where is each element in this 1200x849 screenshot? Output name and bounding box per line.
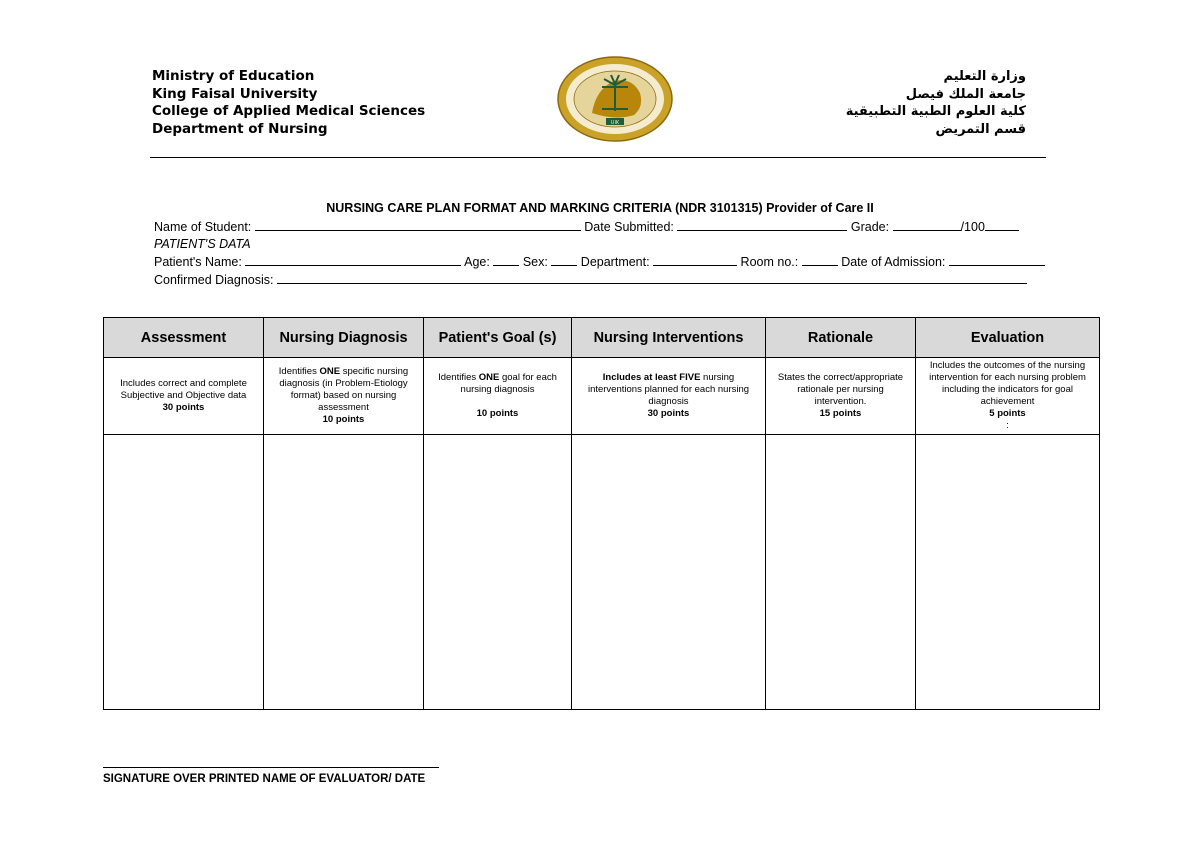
- table-header-row: [104, 318, 1100, 358]
- grade-total: /100: [960, 220, 985, 234]
- age-label: Age:: [464, 255, 490, 269]
- care-plan-table: [103, 317, 1100, 710]
- points-evaluation: 5 points: [989, 408, 1026, 419]
- criteria-row: [104, 358, 1100, 435]
- signature-label: SIGNATURE OVER PRINTED NAME OF EVALUATOR/ DATE: [103, 773, 426, 785]
- student-label: Name of Student:: [154, 220, 252, 234]
- entry-patients-goal[interactable]: [424, 435, 572, 710]
- diagnosis-row: [154, 273, 1027, 287]
- header-patients-goal: Patient's Goal (s): [424, 318, 572, 358]
- department-name: Department of Nursing: [152, 120, 328, 137]
- university-name: King Faisal University: [152, 85, 318, 102]
- points-assessment: 30 points: [162, 402, 205, 413]
- points-rationale: 15 points: [819, 408, 862, 419]
- university-name-arabic: جامعة الملك فيصل: [905, 86, 1026, 102]
- grade-label: Grade:: [850, 220, 890, 234]
- criteria-nursing-interventions: Includes at least FIVE nursing interventions planned for each nursing diagnosis 30 points: [572, 358, 766, 435]
- points-nursing-diagnosis: 10 points: [322, 414, 365, 425]
- room-field[interactable]: [802, 255, 838, 266]
- grade-extra-field[interactable]: [985, 220, 1019, 231]
- sex-field[interactable]: [551, 255, 577, 266]
- date-submitted-field[interactable]: [677, 220, 847, 231]
- criteria-nursing-diagnosis: Identifies ONE specific nursing diagnosis (in Problem-Etiology format) based on nursing assessment 10 points: [264, 358, 424, 435]
- patient-name-label: Patient's Name:: [154, 255, 242, 269]
- header-rationale: Rationale: [766, 318, 916, 358]
- points-patients-goal: 10 points: [476, 408, 519, 419]
- header-assessment: Assessment: [104, 318, 264, 358]
- header-nursing-diagnosis: Nursing Diagnosis: [264, 318, 424, 358]
- criteria-assessment: Includes correct and complete Subjective and Objective data 30 points: [104, 358, 264, 435]
- department-label: Department:: [580, 255, 650, 269]
- student-name-field[interactable]: [255, 220, 581, 231]
- patients-data-label: PATIENT'S DATA: [154, 237, 251, 251]
- ministry-name: Ministry of Education: [152, 68, 315, 84]
- college-name: College of Applied Medical Sciences: [152, 103, 426, 119]
- sex-label: Sex:: [522, 255, 548, 269]
- form-title: NURSING CARE PLAN FORMAT AND MARKING CRITERIA (NDR 3101315) Provider of Care II: [326, 201, 874, 215]
- age-field[interactable]: [493, 255, 519, 266]
- entry-assessment[interactable]: [104, 435, 264, 710]
- patient-row: [154, 255, 1045, 269]
- header-nursing-interventions: Nursing Interventions: [572, 318, 766, 358]
- entry-nursing-diagnosis[interactable]: [264, 435, 424, 710]
- header-divider: [150, 157, 1046, 158]
- university-logo: [556, 55, 674, 143]
- department-field[interactable]: [653, 255, 737, 266]
- entry-evaluation[interactable]: [916, 435, 1100, 710]
- criteria-patients-goal: Identifies ONE goal for each nursing diagnosis 10 points: [424, 358, 572, 435]
- grade-field[interactable]: [893, 220, 961, 231]
- header-english-block: [152, 68, 425, 138]
- department-name-arabic: قسم التمريض: [935, 121, 1026, 137]
- diagnosis-label: Confirmed Diagnosis:: [154, 273, 274, 287]
- criteria-evaluation: Includes the outcomes of the nursing intervention for each nursing problem including the indicators for goal achievement 5 points :: [916, 358, 1100, 435]
- header-evaluation: Evaluation: [916, 318, 1100, 358]
- patient-name-field[interactable]: [245, 255, 461, 266]
- college-name-arabic: كلية العلوم الطبية التطبيقية: [845, 104, 1026, 119]
- signature-line[interactable]: [103, 767, 439, 768]
- criteria-rationale: States the correct/appropriate rationale per nursing intervention. 15 points: [766, 358, 916, 435]
- room-label: Room no.:: [740, 255, 799, 269]
- diagnosis-field[interactable]: [277, 273, 1027, 284]
- entry-rationale[interactable]: [766, 435, 916, 710]
- entry-row: [104, 435, 1100, 710]
- admission-date-field[interactable]: [949, 255, 1045, 266]
- student-row: [154, 220, 1019, 234]
- ministry-name-arabic: وزارة التعليم: [943, 69, 1026, 84]
- points-nursing-interventions: 30 points: [647, 408, 690, 419]
- header-arabic-block: [846, 68, 1026, 138]
- entry-nursing-interventions[interactable]: [572, 435, 766, 710]
- date-submitted-label: Date Submitted:: [584, 220, 674, 234]
- admission-label: Date of Admission:: [841, 255, 946, 269]
- svg-text:UIK: UIK: [610, 120, 620, 126]
